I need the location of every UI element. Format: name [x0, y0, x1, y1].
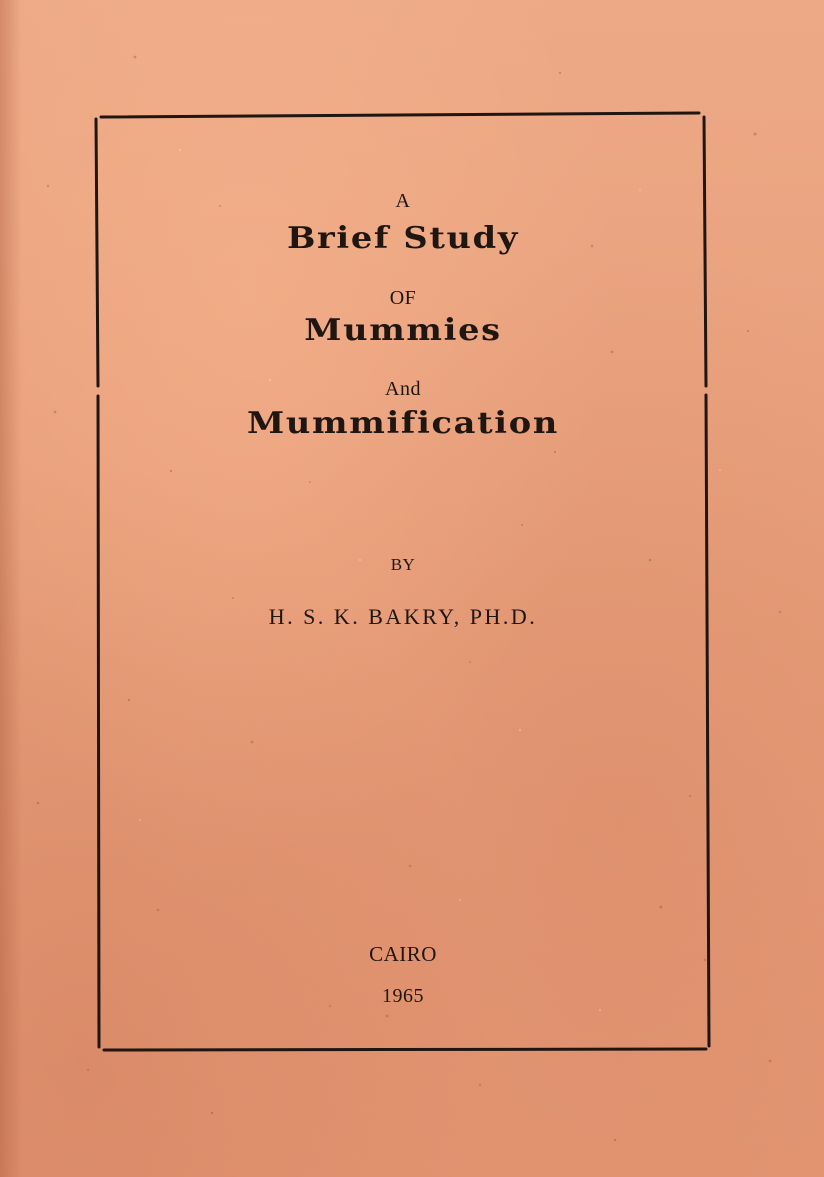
title-line-mummification: Mummification	[247, 406, 559, 441]
byline-by: BY	[390, 555, 416, 574]
author-name: H. S. K. BAKRY, PH.D.	[268, 604, 538, 629]
publication-year: 1965	[382, 985, 424, 1007]
publication-place: CAIRO	[369, 942, 437, 966]
title-article: A	[395, 190, 411, 212]
title-line-brief-study: Brief Study	[286, 221, 520, 256]
title-line-mummies: Mummies	[304, 313, 502, 348]
title-and: And	[385, 378, 421, 400]
title-of: OF	[389, 287, 417, 309]
